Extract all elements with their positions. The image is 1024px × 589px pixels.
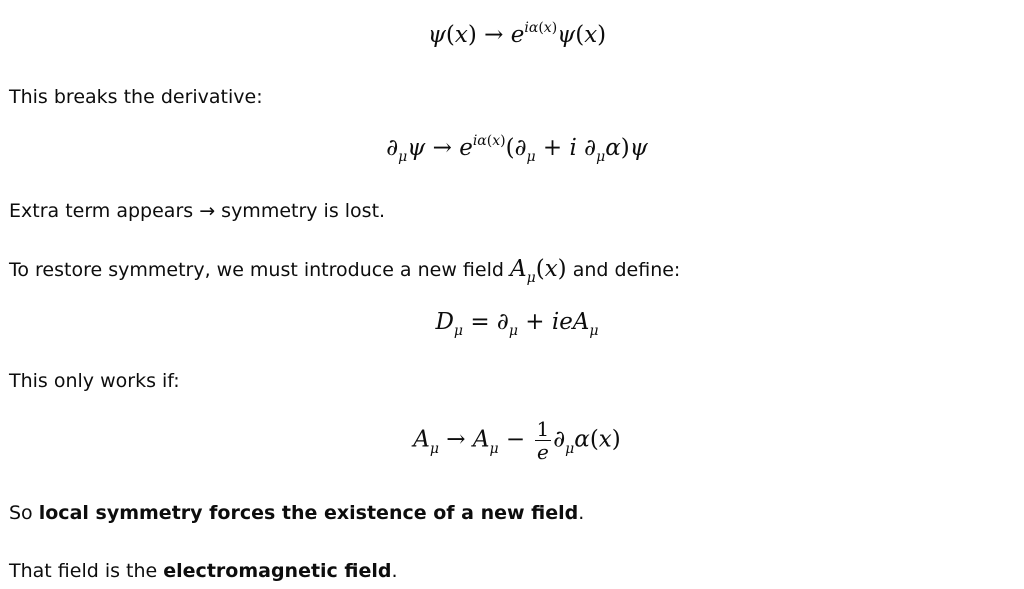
equation-gauge-transform-psi: $\psi(x) \to e^{i\alpha(x)}\psi(x)$: [427, 20, 607, 48]
paragraph-local-symmetry: [9, 500, 1024, 526]
paragraph-derivative-breaks: This breaks the derivative:: [9, 86, 263, 108]
paragraph-restore-symmetry-before: To restore symmetry, we must introduce a new field: [9, 259, 510, 281]
equation-derivative-transform: $\partial_\mu\psi \to e^{i\alpha(x)}(\partial_\mu + i$ $\partial_\mu\alpha)\psi$: [386, 133, 648, 165]
paragraph-local-symmetry-after: .: [578, 502, 585, 524]
paragraph-extra-term: Extra term appears → symmetry is lost.: [9, 200, 386, 222]
equation-gauge-field-transform: $A_\mu \to A_\mu$ − $\frac{1}{e}$ $\partial_\mu\alpha(x)$: [413, 417, 621, 464]
paragraph-only-works-if: This only works if:: [9, 370, 180, 392]
paragraph-electromagnetic-field: [9, 558, 1024, 584]
paragraph-local-symmetry-before: So: [9, 502, 39, 524]
fraction-one-over-e: $\frac{1}{e}$: [536, 417, 550, 464]
equation-covariant-derivative: $D_\mu = \partial_\mu + ieA_\mu$: [435, 309, 599, 339]
paragraph-restore-symmetry-after: and define:: [566, 259, 681, 281]
paragraph-electromagnetic-before: That field is the: [9, 560, 164, 582]
paragraph-electromagnetic-bold: electromagnetic field: [163, 560, 392, 582]
paragraph-electromagnetic-after: .: [391, 560, 398, 582]
paragraph-local-symmetry-bold: local symmetry forces the existence of a new field: [38, 502, 579, 524]
paragraph-restore-symmetry: To restore symmetry, we must introduce a new field $A_\mu(x)$ and define:: [9, 256, 681, 286]
